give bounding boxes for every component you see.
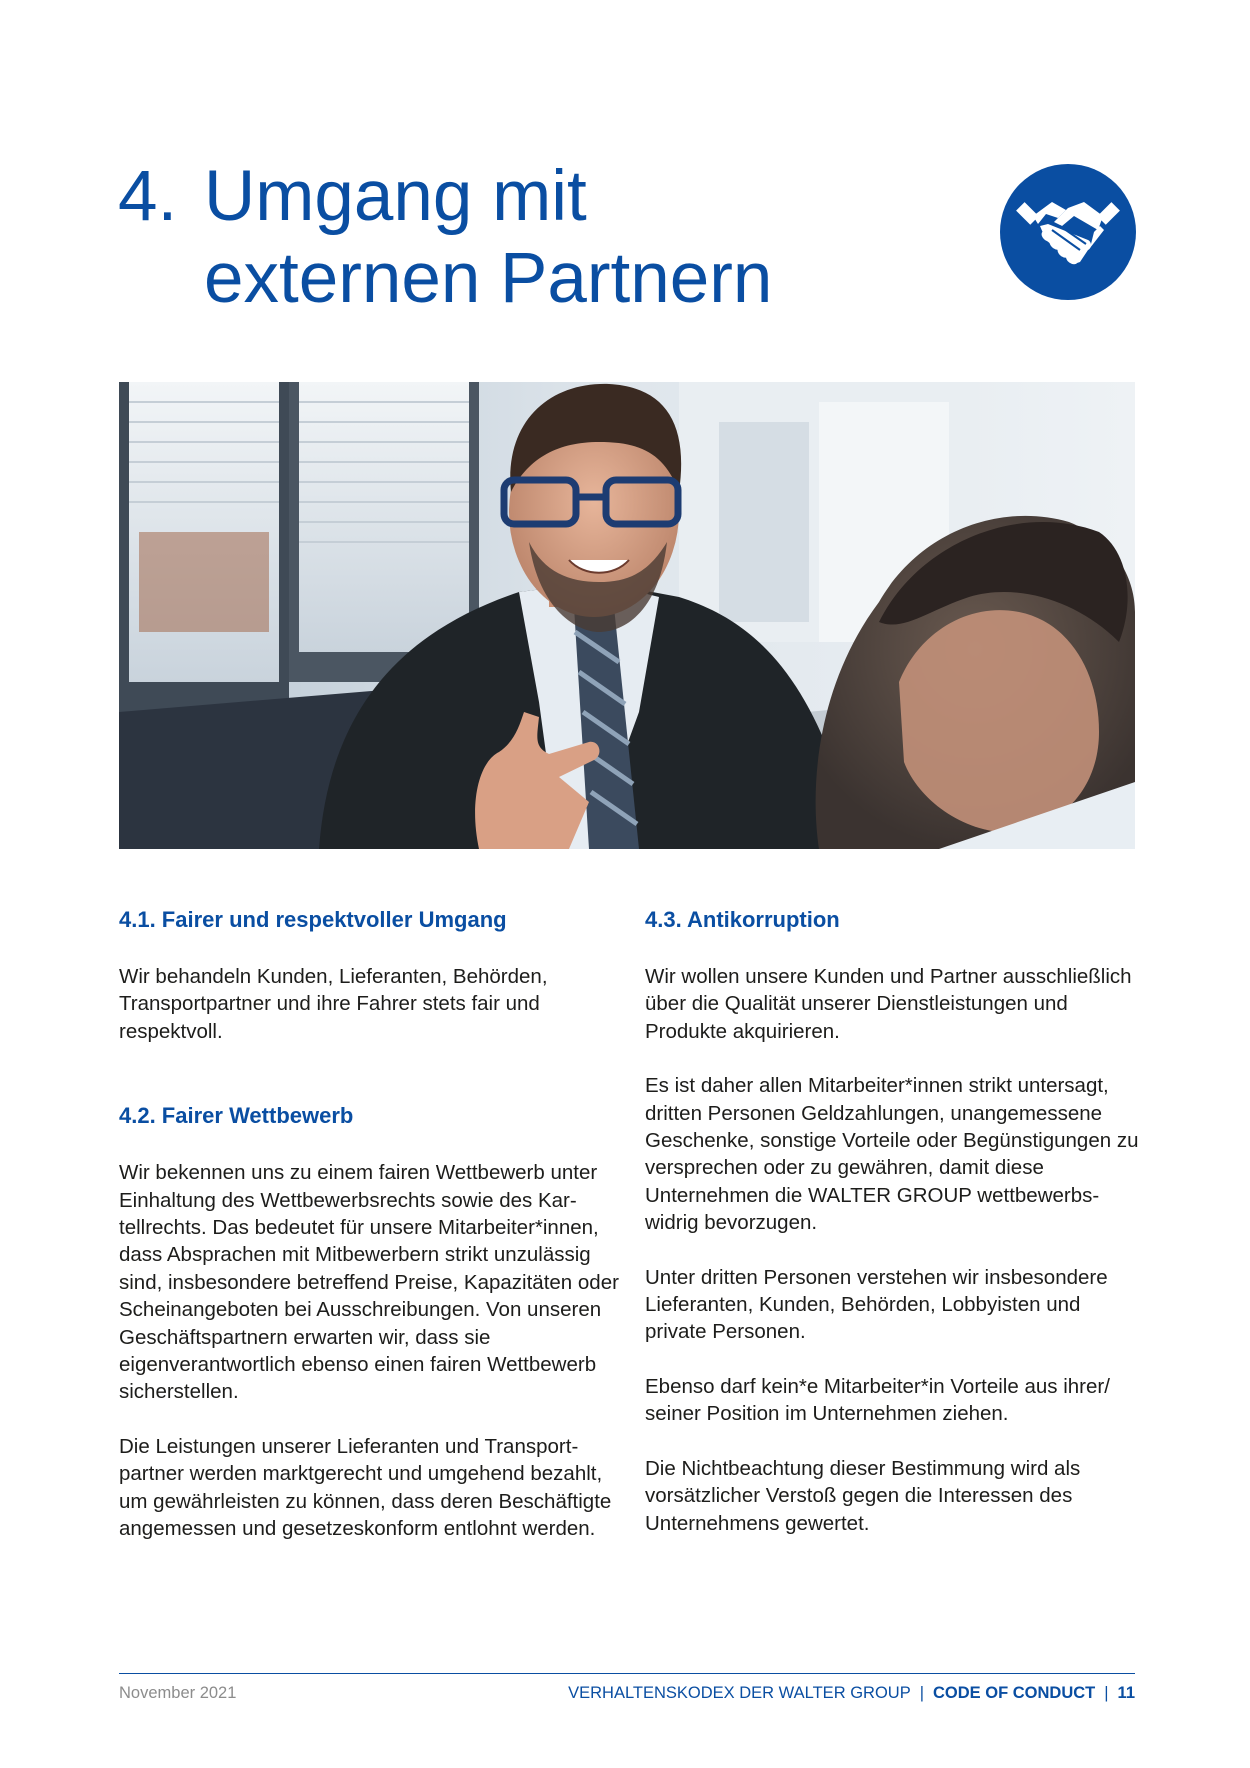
- right-column: [645, 905, 1145, 1537]
- section-4-2-paragraph: Die Leistungen unserer Lieferanten und Transportpartner werden marktgerecht und umgehend bezahlt, um gewährleisten zu können, dass deren Beschäftigte angemessen und gesetzeskonform entlohnt werden.: [119, 1434, 612, 1541]
- title-line-2: externen Partnern: [204, 239, 773, 318]
- section-4-3-paragraph: Unter dritten Personen verstehen wir insbesondere Lieferanten, Kunden, Behörden, Lobbyisten und private Personen.: [645, 1265, 1108, 1344]
- footer-date: November 2021: [119, 1684, 237, 1702]
- page-title: [118, 156, 772, 320]
- section-4-1-heading: 4.1. Fairer und respektvoller Umgang: [119, 907, 507, 932]
- section-4-3-paragraph: Es ist daher allen Mitarbeiter*innen strikt untersagt, dritten Personen Geldzahlungen, unangemessene Geschenke, sonstige Vorteile oder Begünstigungen zu versprechen oder zu gewähren, damit diese Unternehmen die WALTER GROUP wettbewerbswidrig bevorzugen.: [645, 1074, 1139, 1235]
- section-4-3-heading: 4.3. Antikorruption: [645, 907, 840, 932]
- chapter-number: 4.: [118, 157, 178, 236]
- footer-separator: |: [919, 1684, 924, 1702]
- section-4-3-paragraph: Ebenso darf kein*e Mitarbeiter*in Vorteile aus ihrer/ seiner Position im Unternehmen ziehen.: [645, 1374, 1110, 1426]
- photo-illustration: [119, 382, 1135, 849]
- footer-separator: |: [1104, 1684, 1109, 1702]
- section-4-2-heading: 4.2. Fairer Wettbewerb: [119, 1103, 354, 1129]
- section-4-1-paragraph: Wir behandeln Kunden, Lieferanten, Behörden, Transportpartner und ihre Fahrer stets fair und respektvoll.: [119, 965, 548, 1043]
- handshake-icon: [1000, 164, 1136, 300]
- left-column: [119, 905, 619, 1543]
- business-meeting-photo: [119, 382, 1135, 849]
- title-line-1: Umgang mit: [204, 157, 587, 236]
- section-4-3-paragraph: Die Nichtbeachtung dieser Bestimmung wird als vorsätzlicher Verstoß gegen die Interessen des Unternehmens gewertet.: [645, 1456, 1081, 1535]
- section-4-2-paragraph: Wir bekennen uns zu einem fairen Wettbewerb unter Einhaltung des Wettbewerbsrechts sowie des Kartellrechts. Das bedeutet für unsere Mitarbeiter*innen, dass Absprachen mit Mitbewerbern strikt unzulässig sind, insbesondere betreffend Preise, Kapazitäten oder Scheinangeboten bei Ausschreibungen. Von unseren Geschäftspartnern erwarten wir, dass sie eigenverantwortlich ebenso einen fairen Wettbewerb sicherstellen.: [119, 1161, 619, 1404]
- page-number: 11: [1117, 1684, 1135, 1702]
- footer-divider: [119, 1673, 1135, 1674]
- handshake-badge: [1000, 164, 1136, 300]
- footer-code-of-conduct: CODE OF CONDUCT: [933, 1684, 1096, 1702]
- section-4-3-paragraph: Wir wollen unsere Kunden und Partner ausschließlich über die Qualität unserer Dienstleistungen und Produkte akquirieren.: [645, 965, 1132, 1043]
- footer-doc-title: VERHALTENSKODEX DER WALTER GROUP: [568, 1684, 911, 1702]
- footer-right: [568, 1682, 1135, 1704]
